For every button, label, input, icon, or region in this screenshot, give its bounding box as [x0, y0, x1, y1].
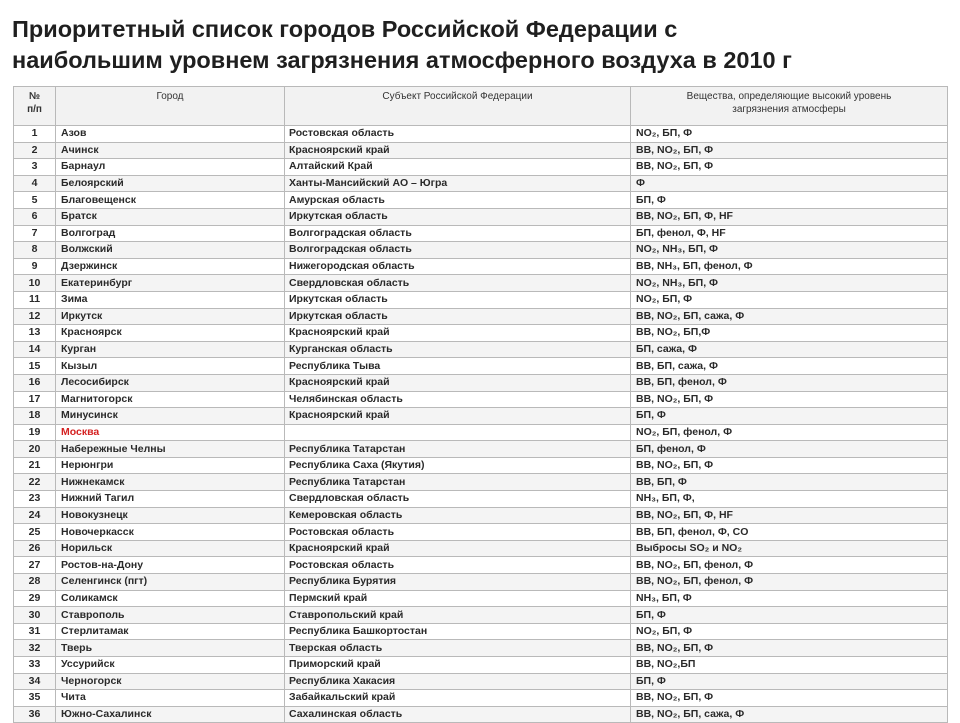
number-cell: 19 [14, 424, 56, 441]
table-row [14, 623, 948, 640]
city-cell: Южно-Сахалинск [56, 706, 285, 723]
city-cell: Уссурийск [56, 657, 285, 674]
region-cell: Волгоградская область [285, 225, 631, 242]
number-cell: 23 [14, 491, 56, 508]
city-cell: Новочеркасск [56, 524, 285, 541]
table-row [14, 424, 948, 441]
table-row [14, 126, 948, 143]
table-row [14, 159, 948, 176]
table-row [14, 524, 948, 541]
table-row [14, 374, 948, 391]
table-row [14, 308, 948, 325]
number-cell: 21 [14, 457, 56, 474]
city-cell: Волгоград [56, 225, 285, 242]
substances-cell: Ф [631, 175, 948, 192]
number-cell: 14 [14, 341, 56, 358]
number-cell: 27 [14, 557, 56, 574]
header-number: № п/п [14, 87, 56, 126]
table-row [14, 574, 948, 591]
number-cell: 31 [14, 623, 56, 640]
city-cell: Чита [56, 690, 285, 707]
region-cell: Приморский край [285, 657, 631, 674]
table-row [14, 491, 948, 508]
substances-cell: БП, Ф [631, 408, 948, 425]
number-cell: 4 [14, 175, 56, 192]
table-row [14, 391, 948, 408]
substances-cell: NO₂, БП, Ф [631, 126, 948, 143]
region-cell: Челябинская область [285, 391, 631, 408]
number-cell: 5 [14, 192, 56, 209]
city-cell: Ачинск [56, 142, 285, 159]
city-cell: Москва [56, 424, 285, 441]
substances-cell: NH₃, БП, Ф, [631, 491, 948, 508]
number-cell: 17 [14, 391, 56, 408]
city-cell: Ставрополь [56, 607, 285, 624]
substances-cell: БП, фенол, Ф, HF [631, 225, 948, 242]
number-cell: 26 [14, 540, 56, 557]
city-cell: Тверь [56, 640, 285, 657]
number-cell: 2 [14, 142, 56, 159]
city-cell: Ростов-на-Дону [56, 557, 285, 574]
region-cell: Курганская область [285, 341, 631, 358]
region-cell: Красноярский край [285, 540, 631, 557]
city-cell: Новокузнецк [56, 507, 285, 524]
substances-cell: ВВ, NO₂, БП, фенол, Ф [631, 574, 948, 591]
table-row [14, 507, 948, 524]
number-cell: 24 [14, 507, 56, 524]
city-cell: Стерлитамак [56, 623, 285, 640]
substances-cell: БП, Ф [631, 192, 948, 209]
city-cell: Нижнекамск [56, 474, 285, 491]
header-region: Субъект Российской Федерации [285, 87, 631, 126]
header-substances: Вещества, определяющие высокий уровень загрязнения атмосферы [631, 87, 948, 126]
city-cell: Зима [56, 291, 285, 308]
city-cell: Дзержинск [56, 258, 285, 275]
table-row [14, 291, 948, 308]
number-cell: 16 [14, 374, 56, 391]
region-cell: Свердловская область [285, 275, 631, 292]
table-row [14, 607, 948, 624]
city-cell: Азов [56, 126, 285, 143]
table-row [14, 275, 948, 292]
region-cell: Республика Бурятия [285, 574, 631, 591]
table-row [14, 408, 948, 425]
region-cell: Ростовская область [285, 126, 631, 143]
region-cell: Нижегородская область [285, 258, 631, 275]
number-cell: 29 [14, 590, 56, 607]
table-row [14, 474, 948, 491]
table-row [14, 540, 948, 557]
city-cell: Магнитогорск [56, 391, 285, 408]
substances-cell: NO₂, БП, Ф [631, 623, 948, 640]
substances-cell: NO₂, БП, Ф [631, 291, 948, 308]
number-cell: 33 [14, 657, 56, 674]
title-line-1: Приоритетный список городов Российской Федерации с [12, 16, 678, 42]
city-cell: Селенгинск (пгт) [56, 574, 285, 591]
table-header-row [14, 87, 948, 126]
city-cell: Барнаул [56, 159, 285, 176]
table-row [14, 590, 948, 607]
city-cell: Кызыл [56, 358, 285, 375]
substances-cell: ВВ, БП, Ф [631, 474, 948, 491]
number-cell: 1 [14, 126, 56, 143]
region-cell: Красноярский край [285, 325, 631, 342]
number-cell: 35 [14, 690, 56, 707]
number-cell: 20 [14, 441, 56, 458]
substances-cell: ВВ, NO₂, БП, сажа, Ф [631, 706, 948, 723]
substances-cell: NO₂, БП, фенол, Ф [631, 424, 948, 441]
number-cell: 12 [14, 308, 56, 325]
number-cell: 13 [14, 325, 56, 342]
city-cell: Братск [56, 208, 285, 225]
table-row [14, 690, 948, 707]
number-cell: 32 [14, 640, 56, 657]
substances-cell: ВВ, NO₂, БП, Ф [631, 640, 948, 657]
substances-cell: ВВ, NO₂,БП [631, 657, 948, 674]
page-title [12, 14, 952, 76]
number-cell: 15 [14, 358, 56, 375]
city-cell: Белоярский [56, 175, 285, 192]
number-cell: 9 [14, 258, 56, 275]
region-cell: Республика Башкортостан [285, 623, 631, 640]
number-cell: 18 [14, 408, 56, 425]
substances-cell: БП, Ф [631, 607, 948, 624]
substances-cell: БП, фенол, Ф [631, 441, 948, 458]
city-cell: Минусинск [56, 408, 285, 425]
region-cell: Сахалинская область [285, 706, 631, 723]
substances-cell: БП, Ф [631, 673, 948, 690]
table-row [14, 242, 948, 259]
substances-cell: ВВ, NO₂, БП, Ф, HF [631, 208, 948, 225]
city-cell: Нерюнгри [56, 457, 285, 474]
table-row [14, 358, 948, 375]
city-cell: Курган [56, 341, 285, 358]
substances-cell: ВВ, NO₂, БП, Ф, HF [631, 507, 948, 524]
table-row [14, 706, 948, 723]
table-body [14, 126, 948, 723]
region-cell: Республика Татарстан [285, 441, 631, 458]
region-cell: Ханты-Мансийский АО – Югра [285, 175, 631, 192]
city-cell: Волжский [56, 242, 285, 259]
number-cell: 36 [14, 706, 56, 723]
region-cell: Тверская область [285, 640, 631, 657]
number-cell: 11 [14, 291, 56, 308]
substances-cell: ВВ, NO₂, БП, Ф [631, 159, 948, 176]
region-cell: Республика Саха (Якутия) [285, 457, 631, 474]
table-row [14, 225, 948, 242]
substances-cell: ВВ, БП, сажа, Ф [631, 358, 948, 375]
region-cell: Ростовская область [285, 557, 631, 574]
substances-cell: NH₃, БП, Ф [631, 590, 948, 607]
number-cell: 10 [14, 275, 56, 292]
substances-cell: ВВ, БП, фенол, Ф [631, 374, 948, 391]
number-cell: 34 [14, 673, 56, 690]
number-cell: 7 [14, 225, 56, 242]
city-cell: Лесосибирск [56, 374, 285, 391]
table-row [14, 208, 948, 225]
number-cell: 6 [14, 208, 56, 225]
table-row [14, 457, 948, 474]
cities-table [13, 86, 948, 723]
substances-cell: ВВ, NO₂, БП, Ф [631, 457, 948, 474]
header-city: Город [56, 87, 285, 126]
city-cell: Норильск [56, 540, 285, 557]
table-row [14, 557, 948, 574]
substances-cell: ВВ, NO₂, БП, фенол, Ф [631, 557, 948, 574]
region-cell: Волгоградская область [285, 242, 631, 259]
region-cell: Иркутская область [285, 208, 631, 225]
region-cell: Республика Татарстан [285, 474, 631, 491]
region-cell: Красноярский край [285, 142, 631, 159]
city-cell: Соликамск [56, 590, 285, 607]
region-cell: Ставропольский край [285, 607, 631, 624]
city-cell: Екатеринбург [56, 275, 285, 292]
region-cell: Алтайский Край [285, 159, 631, 176]
region-cell: Свердловская область [285, 491, 631, 508]
substances-cell: ВВ, NO₂, БП, сажа, Ф [631, 308, 948, 325]
table-row [14, 258, 948, 275]
table-row [14, 192, 948, 209]
city-cell: Благовещенск [56, 192, 285, 209]
substances-cell: ВВ, NH₃, БП, фенол, Ф [631, 258, 948, 275]
substances-cell: Выбросы SO₂ и NO₂ [631, 540, 948, 557]
table-row [14, 341, 948, 358]
city-cell: Красноярск [56, 325, 285, 342]
number-cell: 30 [14, 607, 56, 624]
region-cell: Красноярский край [285, 408, 631, 425]
city-cell: Черногорск [56, 673, 285, 690]
table-row [14, 441, 948, 458]
title-line-2: наибольшим уровнем загрязнения атмосферного воздуха в 2010 г [12, 47, 792, 73]
city-cell: Набережные Челны [56, 441, 285, 458]
region-cell: Кемеровская область [285, 507, 631, 524]
table-row [14, 657, 948, 674]
number-cell: 3 [14, 159, 56, 176]
region-cell: Республика Хакасия [285, 673, 631, 690]
substances-cell: NO₂, NH₃, БП, Ф [631, 242, 948, 259]
region-cell: Красноярский край [285, 374, 631, 391]
city-cell: Нижний Тагил [56, 491, 285, 508]
substances-cell: ВВ, NO₂, БП, Ф [631, 690, 948, 707]
region-cell: Амурская область [285, 192, 631, 209]
region-cell: Иркутская область [285, 308, 631, 325]
table-row [14, 142, 948, 159]
substances-cell: ВВ, NO₂, БП, Ф [631, 142, 948, 159]
number-cell: 8 [14, 242, 56, 259]
table-row [14, 175, 948, 192]
substances-cell: ВВ, NO₂, БП,Ф [631, 325, 948, 342]
region-cell: Ростовская область [285, 524, 631, 541]
substances-cell: ВВ, NO₂, БП, Ф [631, 391, 948, 408]
number-cell: 22 [14, 474, 56, 491]
table-row [14, 325, 948, 342]
number-cell: 25 [14, 524, 56, 541]
region-cell [285, 424, 631, 441]
number-cell: 28 [14, 574, 56, 591]
region-cell: Республика Тыва [285, 358, 631, 375]
substances-cell: NO₂, NH₃, БП, Ф [631, 275, 948, 292]
city-cell: Иркутск [56, 308, 285, 325]
table-row [14, 673, 948, 690]
table-row [14, 640, 948, 657]
region-cell: Забайкальский край [285, 690, 631, 707]
substances-cell: БП, сажа, Ф [631, 341, 948, 358]
region-cell: Иркутская область [285, 291, 631, 308]
region-cell: Пермский край [285, 590, 631, 607]
substances-cell: ВВ, БП, фенол, Ф, CO [631, 524, 948, 541]
